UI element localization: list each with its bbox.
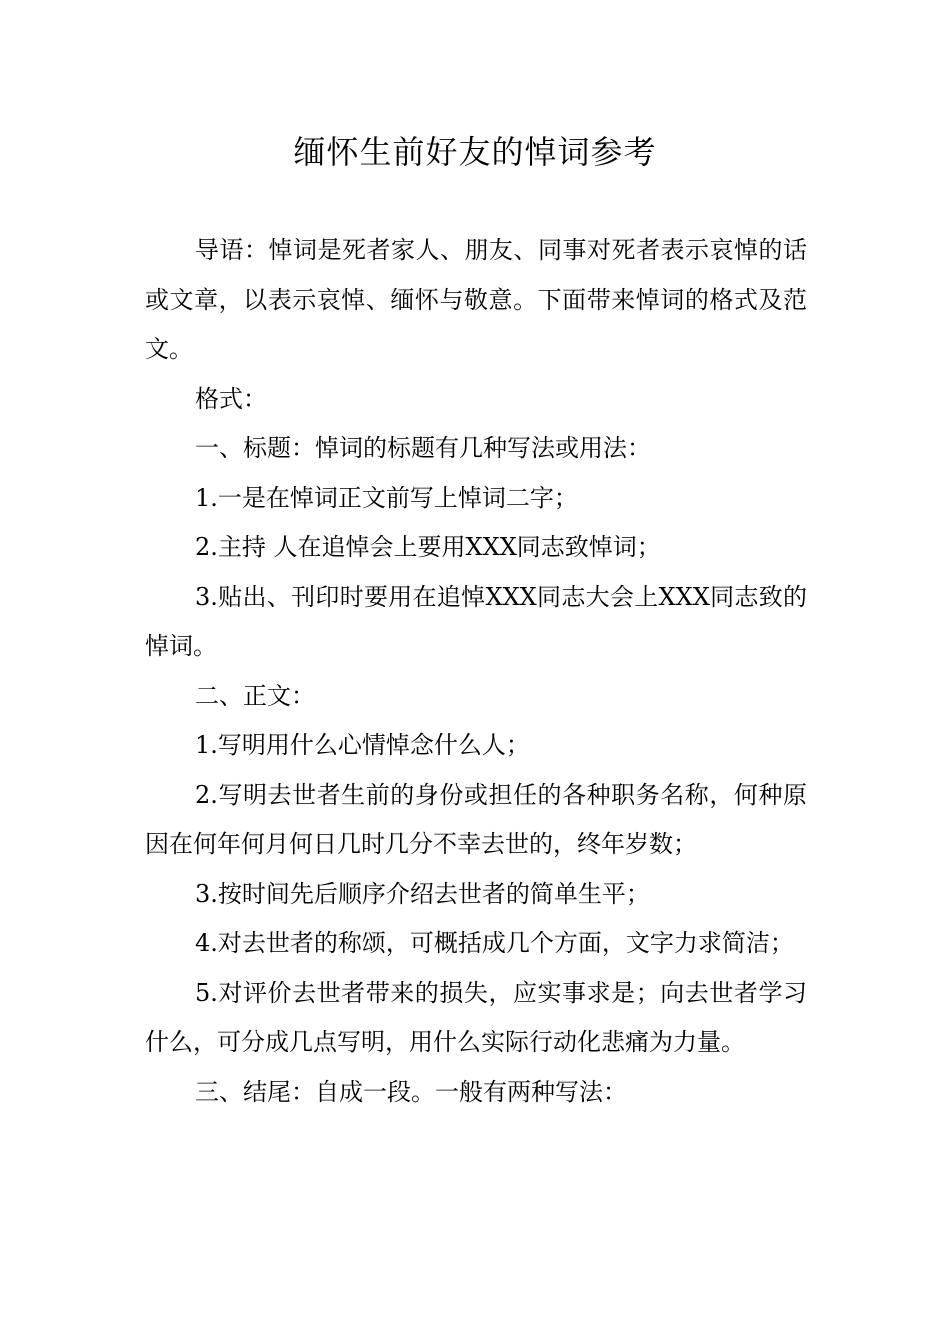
paragraph-title-item-2: 2.主持 人在追悼会上要用XXX同志致悼词； <box>195 533 661 561</box>
document-body <box>145 226 807 1117</box>
paragraph-title-item-1: 1.一是在悼词正文前写上悼词二字； <box>195 483 578 512</box>
paragraph-body-item-1: 1.写明用什么心情悼念什么人； <box>195 731 530 759</box>
paragraph-body-item-5: 5.对评价去世者带来的损失，应实事求是；向去世者学习什么，可分成几点写明，用什么实际行动化悲痛为力量。 <box>145 978 807 1056</box>
paragraph-title-item-3: 3.贴出、刊印时要用在追悼XXX同志大会上XXX同志致的悼词。 <box>145 582 807 660</box>
paragraph-section-ending: 三、结尾：自成一段。一般有两种写法： <box>195 1077 627 1106</box>
paragraph-intro: 导语：悼词是死者家人、朋友、同事对死者表示哀悼的话或文章，以表示哀悼、缅怀与敬意。下面带来悼词的格式及范文。 <box>145 236 807 363</box>
paragraph-body-item-3: 3.按时间先后顺序介绍去世者的简单生平； <box>195 879 650 908</box>
document-title: 缅怀生前好友的悼词参考 <box>293 133 657 171</box>
paragraph-section-body: 二、正文： <box>195 681 315 710</box>
paragraph-body-item-4: 4.对去世者的称颂，可概括成几个方面，文字力求简洁； <box>195 929 794 957</box>
paragraph-format-heading: 格式： <box>195 384 267 413</box>
paragraph-section-title: 一、标题：悼词的标题有几种写法或用法： <box>195 434 651 462</box>
paragraph-body-item-2: 2.写明去世者生前的身份或担任的各种职务名称，何种原因在何年何月何日几时几分不幸去世的，终年岁数； <box>145 780 807 858</box>
